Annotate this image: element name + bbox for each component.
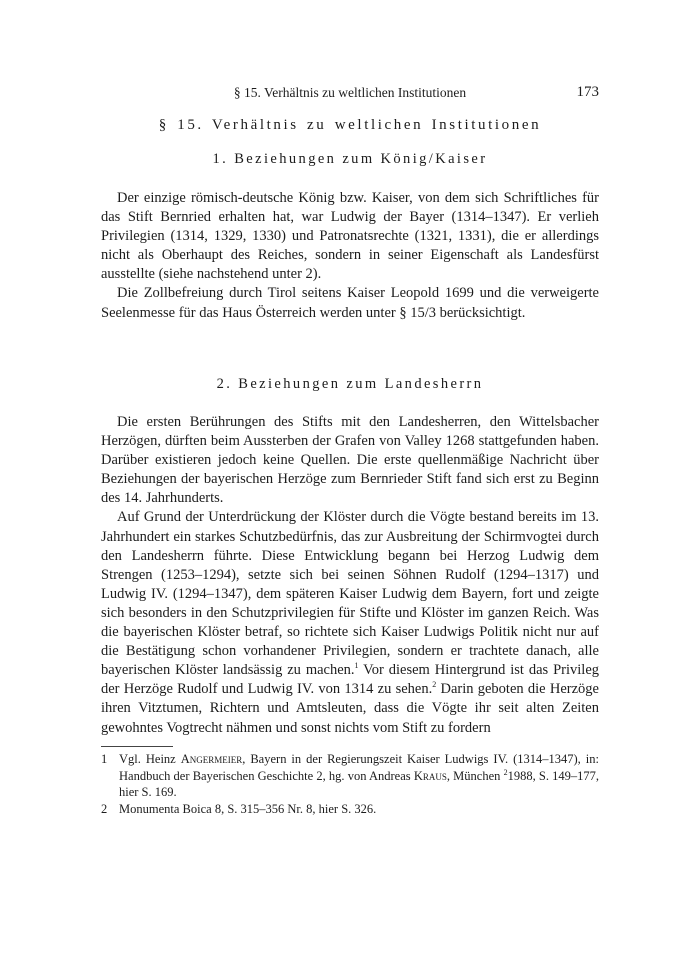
paragraph-text: Darin geboten die Herzöge ihren Vitztumen, Richtern und Amtsleuten, dass die Vögte ihr seit alten Zeiten gewohntes Vogtrecht nähmen und sonst nichts vom Stift zu fordern — [101, 681, 599, 736]
paragraph — [101, 508, 599, 737]
footnote-reference: 2 — [432, 680, 437, 690]
footnote — [101, 801, 599, 818]
footnote-text: 1988, S. 149–177, hier S. 169. — [119, 768, 600, 800]
author-name: Angermeier — [180, 752, 243, 766]
footnote-text: Vgl. Heinz — [119, 752, 181, 766]
footnotes — [101, 751, 599, 818]
footnote-text: , München — [446, 768, 504, 783]
subsection-2-heading: 2. Beziehungen zum Landesherrn — [216, 376, 484, 392]
paragraph: Die Zollbefreiung durch Tirol seitens Kaiser Leopold 1699 und die verweigerte Seelenmesse für das Haus Österreich werden unter § 15/3 berücksichtigt. — [101, 285, 599, 321]
paragraph-text: Auf Grund der Unterdrückung der Klöster durch die Vögte bestand bereits im 13. Jahrhundert ein starkes Schutzbedürfnis, das zur Ausbreitung der Schirmvogtei durch den Landesherrn führte. Diese Entwicklung begann bei Herzog Ludwig dem Strengen (1253–1294), setzte sich bei seinen Söhnen Rudolf (1294–1317) und Ludwig IV. (1294–1347), dem späteren Kaiser Ludwig dem Bayern, fort und zeigte sich besonders in den Schutzprivilegien für Stifte und Klöster im ganzen Reich. Was die bayerischen Klöster betraf, so richtete sich Kaiser Ludwigs Politik nicht nur auf die Bestätigung schon vorhandener Privilegien, sondern er trachtete danach, alle bayerischen Klöster landsässig zu machen. — [101, 509, 599, 679]
editor-name: Kraus — [413, 768, 447, 783]
footnote-number: 1 — [101, 752, 108, 766]
footnote-text: Monumenta Boica 8, S. 315–356 Nr. 8, hier S. 326. — [119, 802, 377, 817]
footnote-number: 2 — [101, 802, 108, 817]
page-number: 173 — [576, 84, 599, 100]
subsection-1-body — [101, 189, 599, 323]
footnote — [101, 751, 599, 801]
paragraph: Der einzige römisch-deutsche König bzw. Kaiser, von dem sich Schriftliches für das Stift Bernried erhalten hat, war Ludwig der Bayer (1314–1347). Er verlieh Privilegien (1314, 1329, 1330) und Patronatsrechte (1321, 1331), die er allerdings nicht als Oberhaupt des Reiches, sondern in seiner Eigenschaft als Landesfürst ausstellte (siehe nachstehend unter 2). — [101, 190, 599, 283]
paragraph: Die ersten Berührungen des Stifts mit den Landesherren, den Wittelsbacher Herzögen, dürften beim Aussterben der Grafen von Valley 1268 stattgefunden haben. Darüber existieren jedoch keine Quellen. Die erste quellenmäßige Nachricht über Beziehungen der bayerischen Herzöge zum Bernrieder Stift fand sich erst zu Beginn des 14. Jahrhunderts. — [101, 414, 599, 507]
subsection-2-body — [101, 413, 599, 738]
edition-number: 2 — [503, 767, 508, 777]
section-heading: § 15. Verhältnis zu weltlichen Institutionen — [158, 117, 542, 133]
running-title: § 15. Verhältnis zu weltlichen Institutionen — [233, 85, 467, 100]
footnote-reference: 1 — [354, 661, 359, 671]
footnote-divider — [101, 746, 173, 747]
subsection-1-heading: 1. Beziehungen zum König/Kaiser — [212, 151, 488, 167]
running-head — [0, 85, 700, 105]
footnote-text: , Bayern in der Regierungszeit Kaiser Ludwigs IV. (1314–1347), in: Handbuch der Bayerischen Geschichte 2, hg. von Andreas — [119, 752, 599, 783]
paragraph-text: Vor diesem Hintergrund ist das Privileg der Herzöge Rudolf und Ludwig IV. von 1314 zu sehen. — [101, 662, 599, 698]
